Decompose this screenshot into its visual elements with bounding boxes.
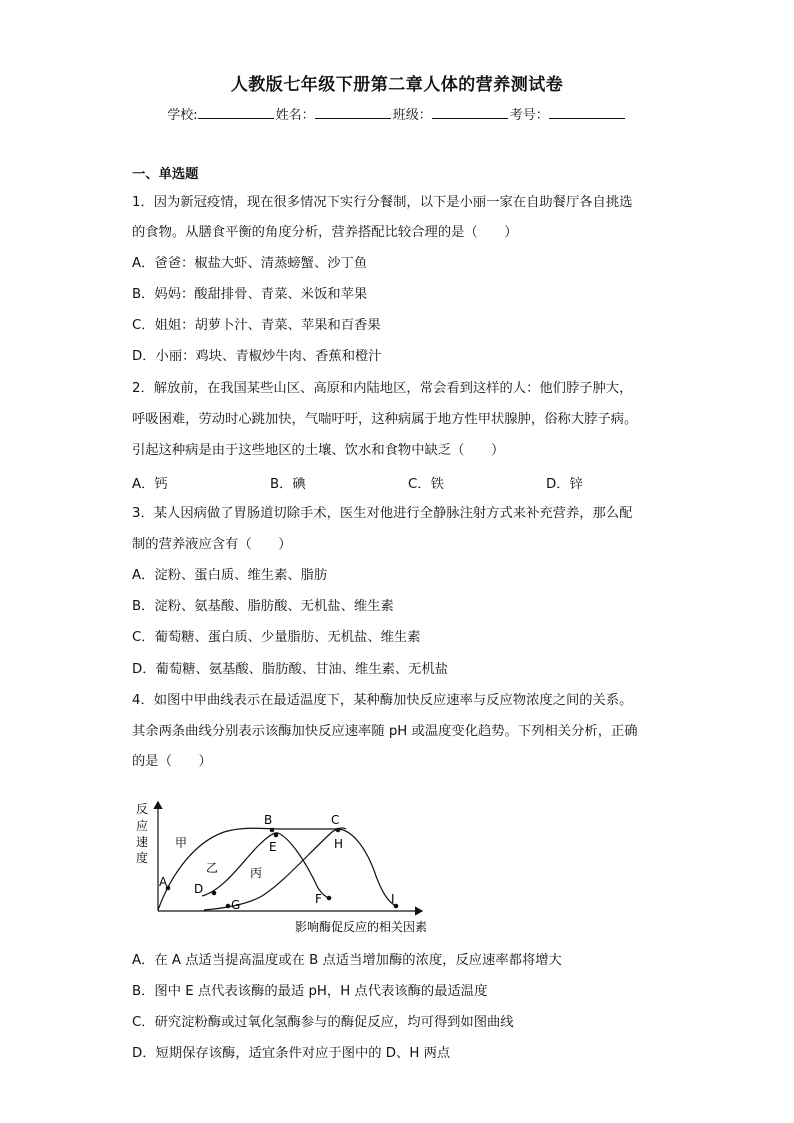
exam-no-label: 考号： [509, 108, 549, 123]
point-e-dot [274, 833, 279, 838]
section-heading: 一、单选题 [132, 167, 199, 182]
point-label-b: B [264, 813, 273, 827]
class-label: 班级： [392, 108, 432, 123]
q3-stem-line1: 3．某人因病做了胃肠道切除手术，医生对他进行全静脉注射方式来补充营养，那么配 [132, 506, 633, 521]
q1-stem-line2: 的食物。从膳食平衡的角度分析，营养搭配比较合理的是（ ） [132, 225, 518, 240]
q4-option-b: B．图中 E 点代表该酶的最适 pH，H 点代表该酶的最适温度 [132, 984, 488, 999]
q4-stem-line1: 4．如图中甲曲线表示在最适温度下，某种酶加快反应速率与反应物浓度之间的关系。 [132, 693, 633, 708]
q1-stem-line1: 1．因为新冠疫情，现在很多情况下实行分餐制，以下是小丽一家在自助餐厅各自挑选 [132, 195, 633, 210]
curve-label-yi: 乙 [206, 861, 219, 875]
y-axis-label-1: 反 [136, 802, 149, 816]
school-blank [198, 106, 274, 119]
q2-option-b: B．碘 [270, 477, 306, 492]
q3-option-c: C．葡萄糖、蛋白质、少量脂肪、无机盐、维生素 [132, 630, 421, 645]
point-label-f: F [315, 892, 322, 906]
page-title: 人教版七年级下册第二章人体的营养测试卷 [230, 75, 564, 95]
q3-option-b: B．淀粉、氨基酸、脂肪酸、无机盐、维生素 [132, 599, 394, 614]
q1-option-d: D．小丽：鸡块、青椒炒牛肉、香蕉和橙汁 [132, 349, 382, 364]
q1-option-b: B．妈妈：酸甜排骨、青菜、米饭和苹果 [132, 287, 368, 302]
q1-option-a: A．爸爸：椒盐大虾、清蒸螃蟹、沙丁鱼 [132, 256, 368, 271]
y-axis-label-4: 度 [136, 851, 149, 865]
curve-label-bing: 丙 [250, 866, 263, 880]
point-d-dot [212, 891, 217, 896]
student-info-row [0, 104, 794, 123]
q2-option-c: C．铁 [408, 477, 444, 492]
y-axis-label-3: 速 [136, 835, 149, 849]
name-blank [315, 106, 391, 119]
q2-options [132, 473, 692, 492]
point-label-g: G [231, 898, 241, 912]
q1-option-c: C．姐姐：胡萝卜汁、青菜、苹果和百香果 [132, 318, 381, 333]
q4-option-d: D．短期保存该酶，适宜条件对应于图中的 D、H 两点 [132, 1046, 451, 1061]
curve-jia [158, 828, 396, 910]
diagram-svg [132, 796, 442, 938]
q2-option-a: A．钙 [132, 477, 168, 492]
q3-option-d: D．葡萄糖、氨基酸、脂肪酸、甘油、维生素、无机盐 [132, 662, 449, 677]
curve-yi [202, 833, 329, 898]
enzyme-rate-diagram [132, 796, 442, 938]
q4-option-a: A．在 A 点适当提高温度或在 B 点适当增加酶的浓度，反应速率都将增大 [132, 953, 562, 968]
point-label-a: A [159, 875, 168, 889]
q2-option-d: D．锌 [546, 477, 583, 492]
point-label-d: D [194, 882, 204, 896]
point-label-i: I [391, 892, 395, 906]
name-label: 姓名： [275, 108, 315, 123]
q2-stem-line1: 2．解放前，在我国某些山区、高原和内陆地区，常会看到这样的人：他们脖子肿大， [132, 381, 633, 396]
point-f-dot [327, 896, 332, 901]
point-label-c: C [331, 813, 340, 827]
school-label: 学校: [167, 108, 198, 123]
q2-stem-line3: 引起这种病是由于这些地区的土壤、饮水和食物中缺乏（ ） [132, 443, 505, 458]
exam-no-blank [549, 106, 625, 119]
q4-option-c: C．研究淀粉酶或过氧化氢酶参与的酶促反应，均可得到如图曲线 [132, 1015, 514, 1030]
q4-stem-line3: 的是（ ） [132, 754, 212, 769]
q4-stem-line2: 其余两条曲线分别表示该酶加快反应速率随 pH 或温度变化趋势。下列相关分析，正确 [132, 724, 638, 739]
q3-stem-line2: 制的营养液应含有（ ） [132, 537, 292, 552]
x-axis-label: 影响酶促反应的相关因素 [295, 920, 428, 934]
point-label-e: E [269, 840, 277, 854]
curve-label-jia: 甲 [175, 836, 188, 850]
point-g-dot [226, 904, 231, 909]
class-blank [432, 106, 508, 119]
q2-stem-line2: 呼吸困难，劳动时心跳加快，气喘吁吁，这种病属于地方性甲状腺肿，俗称大脖子病。 [132, 412, 638, 427]
q3-option-a: A．淀粉、蛋白质、维生素、脂肪 [132, 568, 328, 583]
point-label-h: H [334, 837, 344, 851]
point-b-dot [270, 828, 275, 833]
y-axis-label-2: 应 [136, 819, 149, 833]
point-c-dot [336, 828, 341, 833]
